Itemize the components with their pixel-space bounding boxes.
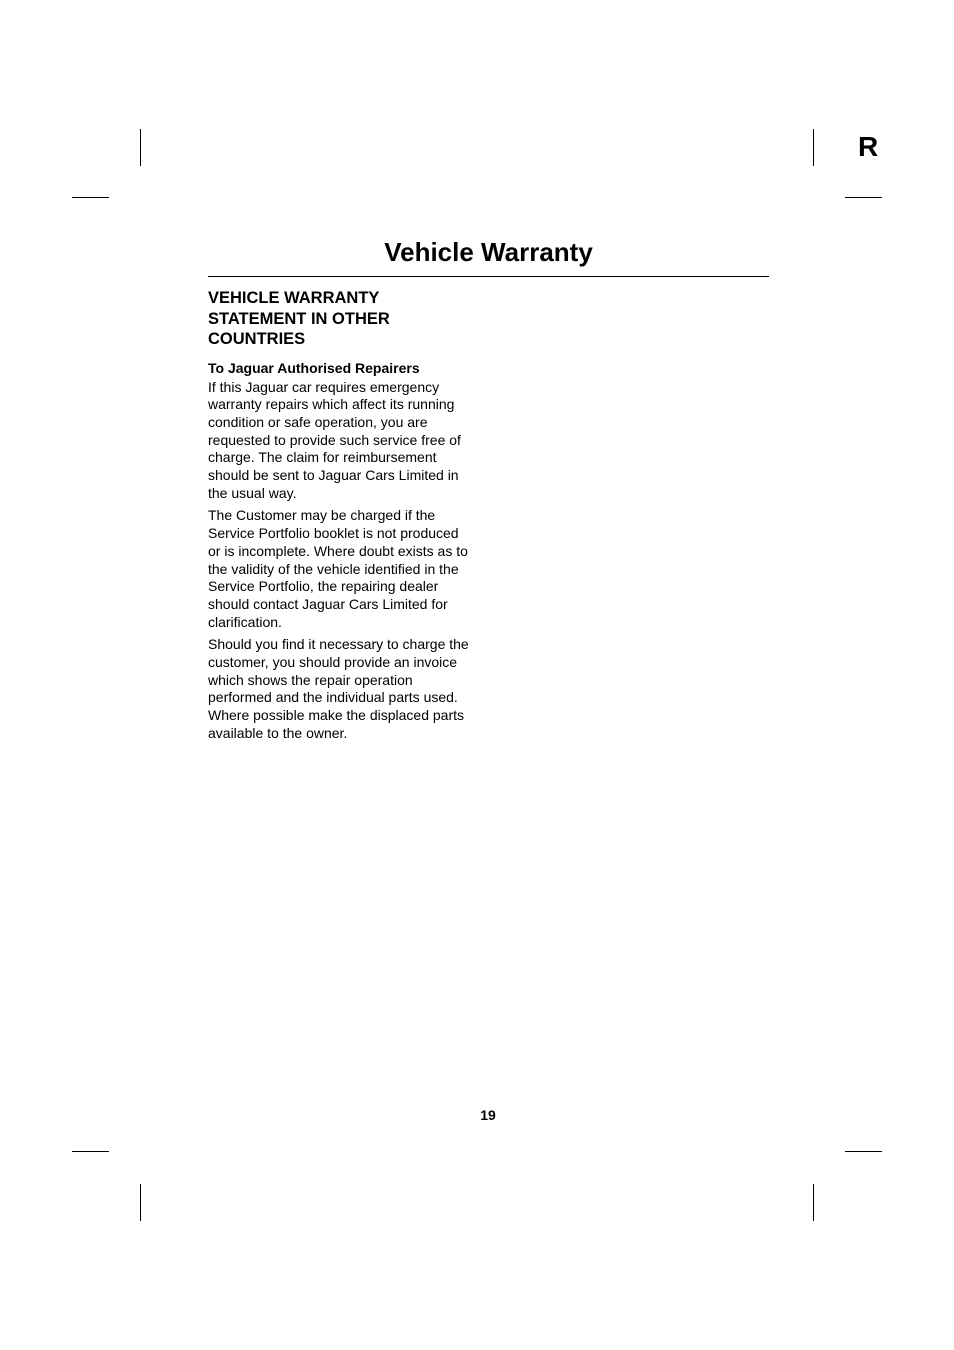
crop-mark-top-right-horizontal: [845, 197, 882, 198]
section-heading: [208, 288, 474, 350]
title-divider: [208, 276, 769, 277]
crop-mark-bottom-right-horizontal: [845, 1151, 882, 1152]
crop-mark-top-left-horizontal: [72, 197, 109, 198]
section-heading-line: STATEMENT IN OTHER: [208, 309, 390, 328]
section-tab-letter: R: [858, 131, 879, 162]
body-paragraph: Should you find it necessary to charge the customer, you should provide an invoice which shows the repair operation performed and the individual parts used. Where possible make the displaced parts available to the owner.: [208, 636, 469, 741]
page-number: 19: [480, 1107, 496, 1123]
body-paragraph: The Customer may be charged if the Service Portfolio booklet is not produced or is incomplete. Where doubt exists as to the validity of the vehicle identified in the Service Portfolio, the repairing dealer should contact Jaguar Cars Limited for clarification.: [208, 507, 468, 630]
crop-mark-bottom-right-vertical: [813, 1184, 814, 1221]
crop-mark-bottom-left-horizontal: [72, 1151, 109, 1152]
section-heading-line: VEHICLE WARRANTY: [208, 289, 380, 307]
crop-mark-top-left-vertical: [140, 129, 141, 166]
subheading: To Jaguar Authorised Repairers: [208, 359, 420, 376]
content-column: [208, 288, 474, 748]
page-title: Vehicle Warranty: [384, 237, 593, 267]
section-heading-line: COUNTRIES: [208, 330, 306, 348]
crop-mark-top-right-vertical: [813, 129, 814, 166]
body-paragraph: If this Jaguar car requires emergency warranty repairs which affect its running condition or safe operation, you are requested to provide such service free of charge. The claim for reimbursement should be sent to Jaguar Cars Limited in the usual way.: [208, 378, 461, 501]
crop-mark-bottom-left-vertical: [140, 1184, 141, 1221]
